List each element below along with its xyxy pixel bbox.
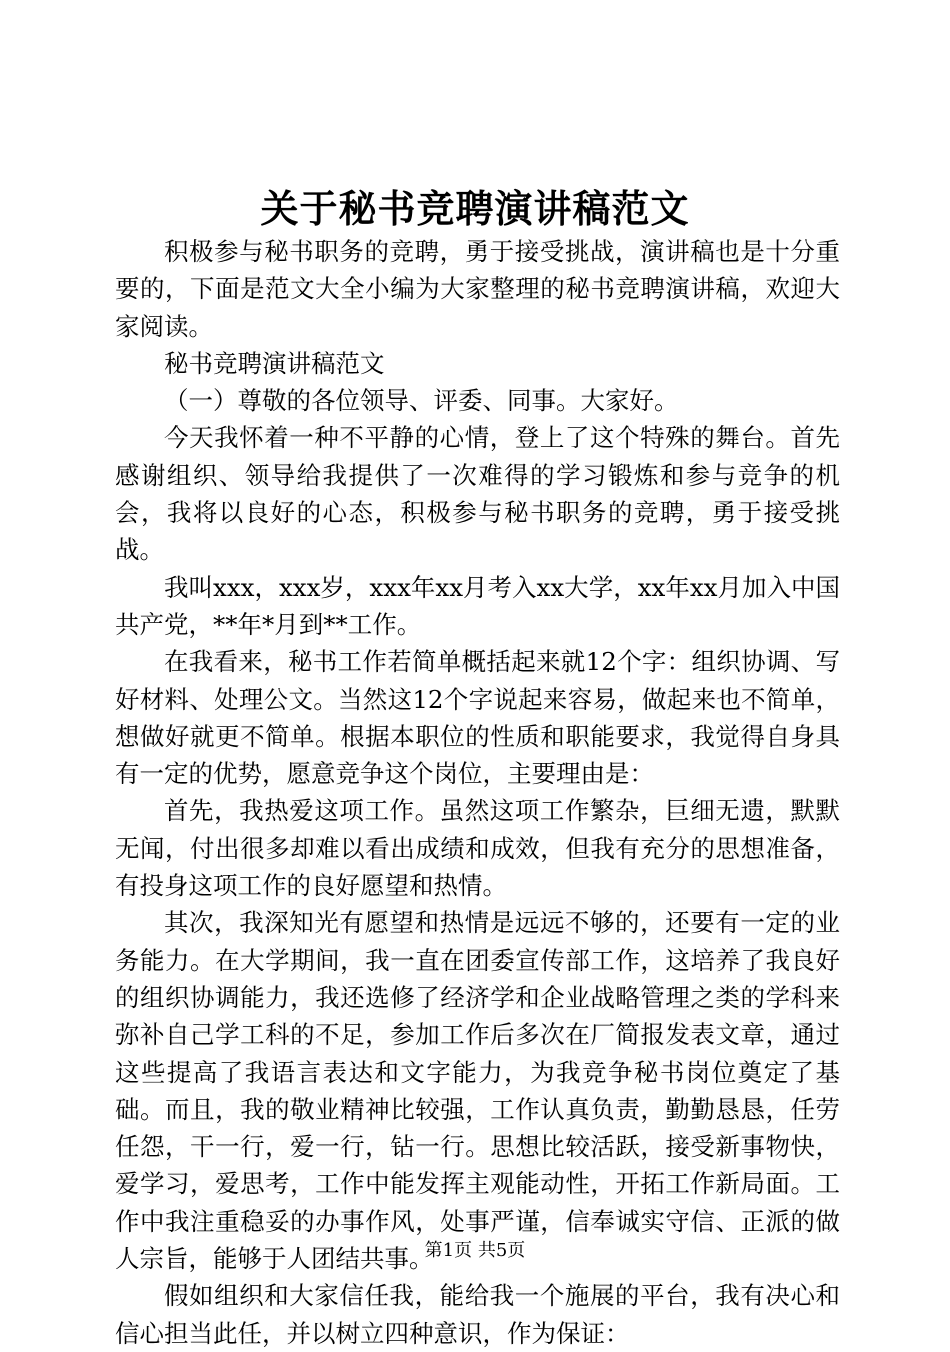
- paragraph-intro: 积极参与秘书职务的竞聘，勇于接受挑战，演讲稿也是十分重要的，下面是范文大全小编为大家整理的秘书竞聘演讲稿，欢迎大家阅读。: [115, 237, 840, 341]
- paragraph-commitment: 假如组织和大家信任我，能给我一个施展的平台，我有决心和信心担当此任，并以树立四种意识，作为保证：: [115, 1281, 840, 1348]
- document-title: 关于秘书竞聘演讲稿范文: [260, 186, 690, 231]
- paragraph-view: 在我看来，秘书工作若简单概括起来就12个字：组织协调、写好材料、处理公文。当然这12个字说起来容易，做起来也不简单，想做好就更不简单。根据本职位的性质和职能要求，我觉得自身具有一定的优势，愿意竞争这个岗位，主要理由是：: [115, 647, 840, 789]
- paragraph-heading: 秘书竞聘演讲稿范文: [164, 348, 385, 378]
- document-body: [115, 233, 840, 1352]
- paragraph-opening: 今天我怀着一种不平静的心情，登上了这个特殊的舞台。首先感谢组织、领导给我提供了一次难得的学习锻炼和参与竞争的机会，我将以良好的心态，积极参与秘书职务的竞聘，勇于接受挑战。: [115, 423, 840, 565]
- paragraph-first-reason: 首先，我热爱这项工作。虽然这项工作繁杂，巨细无遗，默默无闻，付出很多却难以看出成绩和成效，但我有充分的思想准备，有投身这项工作的良好愿望和热情。: [115, 796, 840, 901]
- paragraph-greeting: （一）尊敬的各位领导、评委、同事。大家好。: [164, 386, 679, 416]
- page-number: 第1页 共5页: [424, 1240, 526, 1261]
- paragraph-second-reason: 其次，我深知光有愿望和热情是远远不够的，还要有一定的业务能力。在大学期间，我一直在团委宣传部工作，这培养了我良好的组织协调能力，我还选修了经济学和企业战略管理之类的学科来弥补自己学工科的不足，参加工作后多次在厂简报发表文章，通过这些提高了我语言表达和文字能力，为我竞争秘书岗位奠定了基础。而且，我的敬业精神比较强，工作认真负责，勤勤恳恳，任劳任怨，干一行，爱一行，钻一行。思想比较活跃，接受新事物快，爱学习，爱思考，工作中能发挥主观能动性，开拓工作新局面。工作中我注重稳妥的办事作风，处事严谨，信奉诚实守信、正派的做人宗旨，能够于人团结共事。: [115, 908, 840, 1274]
- paragraph-self-intro: 我叫xxx，xxx岁，xxx年xx月考入xx大学，xx年xx月加入中国共产党，**年*月到**工作。: [115, 572, 840, 639]
